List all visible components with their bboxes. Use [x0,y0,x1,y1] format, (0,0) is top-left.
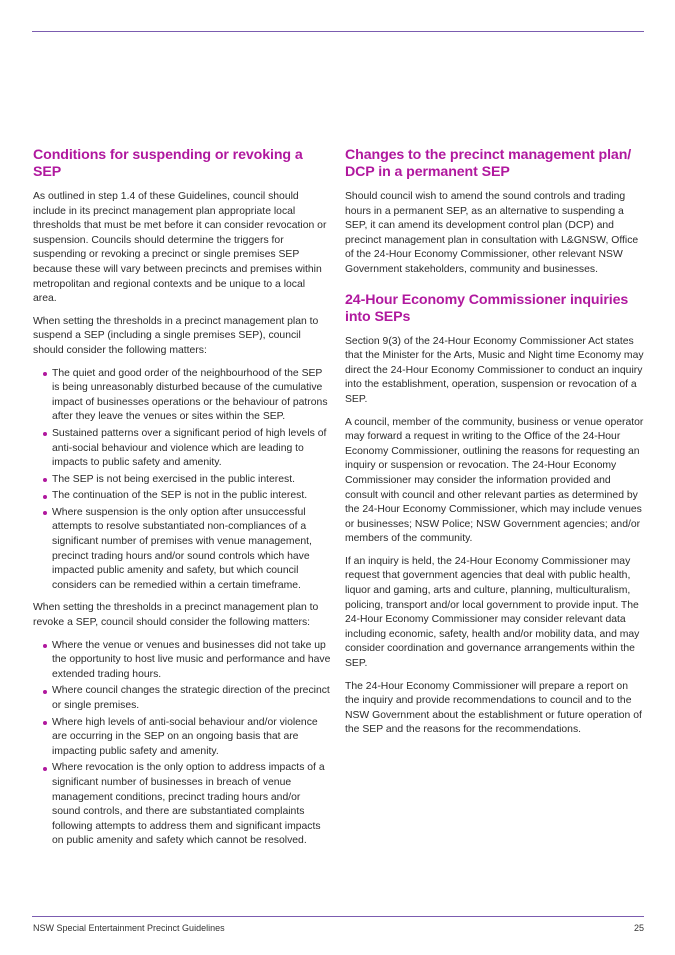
list-item: Where the venue or venues and businesses did not take up the opportunity to host live music and performance and have extended trading hours. [33,639,331,683]
list-item: Sustained patterns over a significant period of high levels of anti-social behaviour and violence which are leading to impacts to public safety and amenity. [33,427,331,471]
right-column [345,147,645,746]
bottom-divider [32,916,644,917]
list-item: Where council changes the strategic direction of the precinct or single premises. [33,684,331,713]
list-item: Where suspension is the only option after unsuccessful attempts to resolve substantiated non-compliances of a significant number of premises with venue management, precinct trading hours and/or sound controls which have impacted public amenity and safety, but which council considers can be remedied within a certain timeframe. [33,506,331,594]
revoke-matters-list [33,639,331,849]
list-item: The quiet and good order of the neighbourhood of the SEP is being unreasonably disturbed because of the cumulative impact of businesses operations or the behaviour of patrons after they leave the venues or sites within the SEP. [33,367,331,425]
paragraph: Section 9(3) of the 24-Hour Economy Commissioner Act states that the Minister for the Arts, Music and Night time Economy may direct the 24-Hour Economy Commissioner to conduct an inquiry into the establishment, operation, suspension or revocation of a SEP. [345,335,644,405]
left-column [33,147,331,857]
footer-document-title: NSW Special Entertainment Precinct Guidelines [33,923,225,933]
section-heading-inquiries: 24-Hour Economy Commissioner inquiries into SEPs [345,291,629,325]
suspend-matters-list [33,367,331,594]
top-divider [32,31,644,32]
paragraph: Should council wish to amend the sound controls and trading hours in a permanent SEP, as an alternative to suspending a SEP, it can amend its development control plan (DCP) and precinct management plan in consultation with L&GNSW, Office of the 24-Hour Economy Commissioner, other relevant NSW Government stakeholders, community and businesses. [345,191,639,275]
paragraph: When setting the thresholds in a precinct management plan to revoke a SEP, council should consider the following matters: [33,602,319,629]
section-heading-changes: Changes to the precinct management plan/ DCP in a permanent SEP [345,147,632,180]
paragraph: If an inquiry is held, the 24-Hour Economy Commissioner may request that government agencies that deal with public health, liquor and gaming, arts and culture, planning, multiculturalism, policing, transport and/or local government to provide input. The 24-Hour Economy Commissioner may consider relevant data including economic, safety, health and/or mobility data, and may consider coordination and governance arrangements within the SEP. [345,555,640,670]
paragraph: A council, member of the community, business or venue operator may forward a request in writing to the Office of the 24-Hour Economy Commissioner, outlining the reasons for requesting an inquiry or suspension or revocation. The 24-Hour Economy Commissioner may consider the information provided and consult with council and other relevant parties as determined by the 24-Hour Economy Commissioner, which may include venues or businesses; NSW Police; NSW Government agencies; and/or members of the community. [345,416,644,545]
section-heading-conditions: Conditions for suspending or revoking a SEP [33,147,303,180]
list-item: The continuation of the SEP is not in the public interest. [33,489,331,504]
page-number: 25 [633,923,644,933]
list-item: The SEP is not being exercised in the public interest. [33,473,331,488]
list-item: Where revocation is the only option to address impacts of a significant number of businesses in breach of venue management conditions, precinct trading hours and/or sound controls, and there are substantiated complaints following attempts to address them and significant impacts on public amenity and safety which cannot be resolved. [33,761,331,849]
paragraph: The 24-Hour Economy Commissioner will prepare a report on the inquiry and provide recommendations to council and to the NSW Government about the establishment or future operation of the SEP and the reasons for the recommendations. [345,680,642,736]
paragraph: As outlined in step 1.4 of these Guidelines, council should include in its precinct management plan appropriate local thresholds that must be met before it can consider revocation or suspension. Councils should determine the triggers for suspending or revoking a precinct or single premises SEP because these will vary between precincts and premises within metropolitan and regional contexts and be unique to a local area. [33,191,327,305]
list-item: Where high levels of anti-social behaviour and/or violence are occurring in the SEP on an ongoing basis that are impacting public safety and amenity. [33,716,331,760]
paragraph: When setting the thresholds in a precinct management plan to suspend a SEP (including a single premises SEP), council should consider the following matters: [33,315,319,356]
